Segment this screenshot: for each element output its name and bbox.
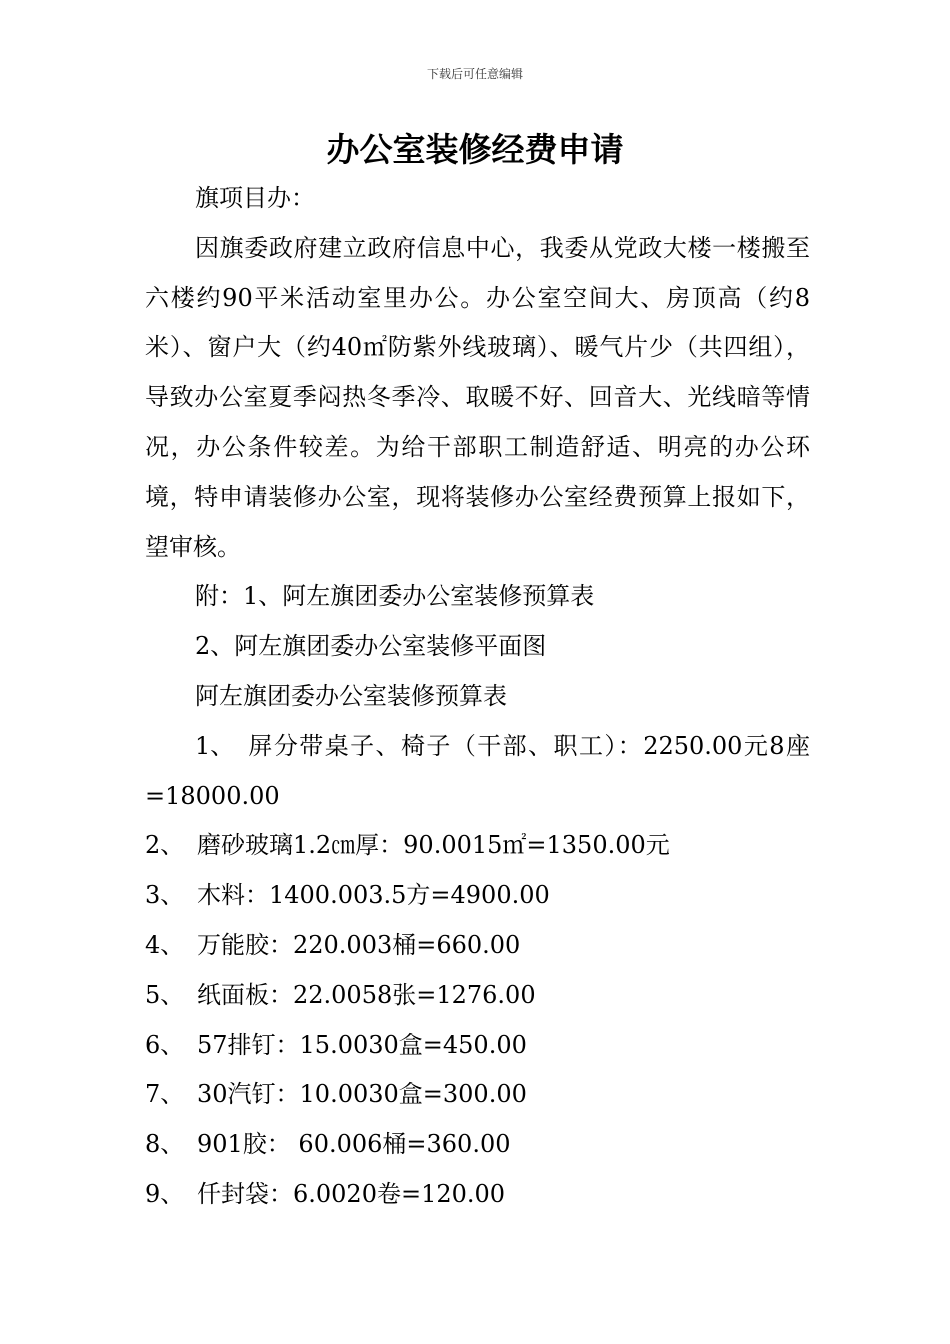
budget-item: [145, 1021, 810, 1071]
document-body: [145, 174, 810, 1220]
header-watermark: 下载后可任意编辑: [426, 67, 523, 81]
budget-item-number: 5、: [145, 980, 185, 1009]
budget-item-text: 纸面板：22.0058张=1276.00: [197, 980, 536, 1009]
budget-item-text: 木料：1400.003.5方=4900.00: [197, 881, 550, 910]
budget-item-number: 4、: [145, 930, 185, 959]
budget-heading: 阿左旗团委办公室装修预算表: [195, 681, 507, 710]
document-title: 办公室装修经费申请: [326, 130, 624, 169]
budget-item: [145, 871, 810, 921]
budget-item: [145, 821, 810, 871]
budget-item-text: 磨砂玻璃1.2㎝厚：90.0015㎡=1350.00元: [197, 831, 670, 860]
budget-item-number: 7、: [145, 1080, 185, 1109]
body-paragraph: 因旗委政府建立政府信息中心，我委从党政大楼一楼搬至六楼约90平米活动室里办公。办公室空间大、房顶高（约8米）、窗户大（约40㎡防紫外线玻璃）、暖气片少（共四组），导致办公室夏季闷热冬季冷、取暖不好、回音大、光线暗等情况，办公条件较差。为给干部职工制造舒适、明亮的办公环境，特申请装修办公室，现将装修办公室经费预算上报如下，望审核。: [145, 233, 810, 561]
budget-item-text: 30汽钉：10.0030盒=300.00: [197, 1080, 527, 1109]
budget-item: [145, 921, 810, 971]
attachment-line-2: 2、阿左旗团委办公室装修平面图: [195, 632, 547, 661]
budget-item-text: 万能胶：220.003桶=660.00: [197, 930, 521, 959]
budget-item: [145, 1070, 810, 1120]
attachment-line-1: 附：1、阿左旗团委办公室装修预算表: [195, 582, 595, 611]
budget-item-number: 8、: [145, 1130, 185, 1159]
budget-item: [145, 1170, 810, 1220]
budget-item-text: 仟封袋：6.0020卷=120.00: [197, 1179, 506, 1208]
budget-item-text: 屏分带桌子、椅子（干部、职工）：2250.00元8座=18000.00: [145, 731, 810, 810]
budget-item-text: 57排钉：15.0030盒=450.00: [197, 1030, 527, 1059]
budget-item-number: 9、: [145, 1179, 185, 1208]
budget-item-number: 1、: [195, 731, 235, 760]
budget-item-number: 6、: [145, 1030, 185, 1059]
budget-item-text: 901胶： 60.006桶=360.00: [197, 1130, 511, 1159]
budget-item: [145, 1120, 810, 1170]
salutation: 旗项目办：: [195, 184, 315, 212]
budget-item-number: 2、: [145, 831, 185, 860]
budget-item-number: 3、: [145, 881, 185, 910]
budget-item: [145, 722, 810, 822]
budget-item: [145, 971, 810, 1021]
